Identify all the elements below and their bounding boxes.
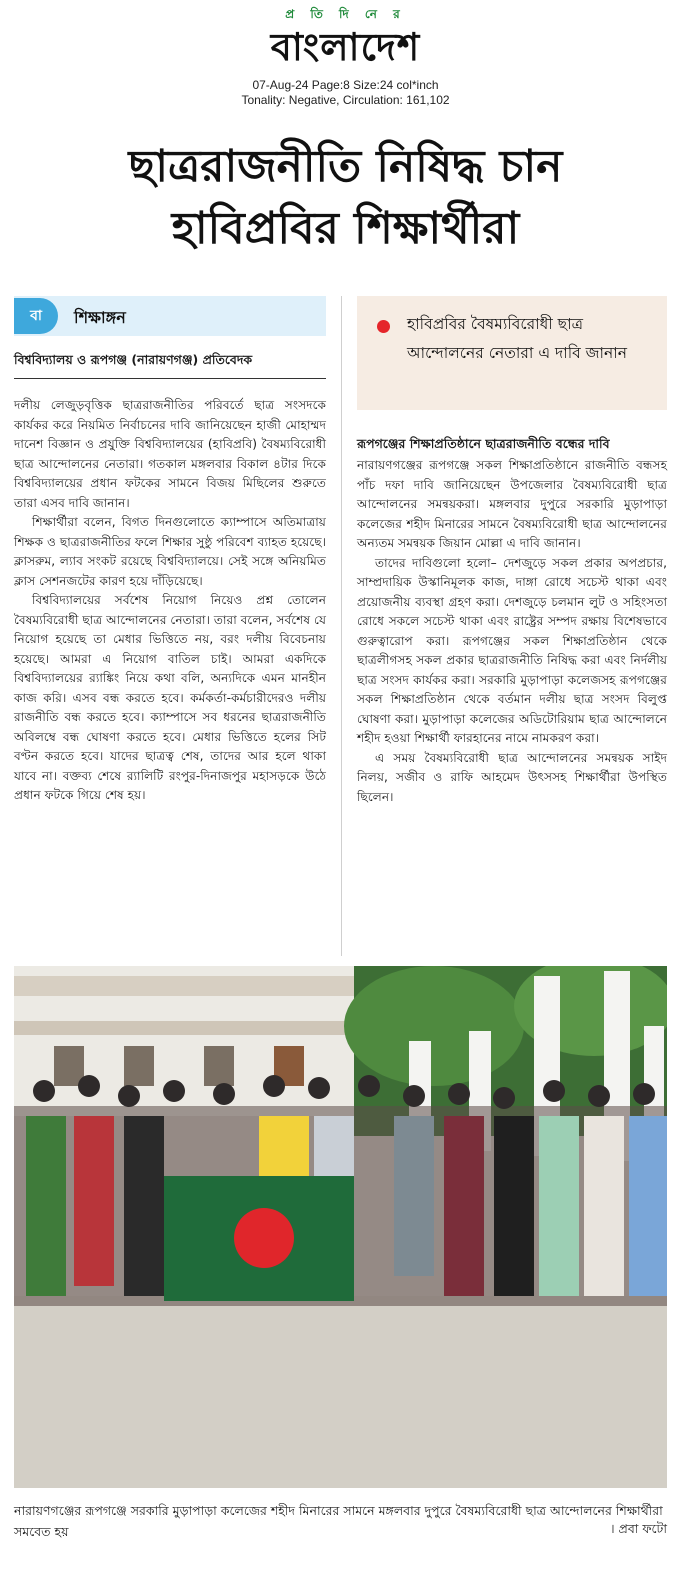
highlight-box bbox=[357, 296, 667, 410]
section-badge-icon: বা bbox=[14, 298, 58, 334]
right-paragraph-1: নারায়ণগঞ্জের রূপগঞ্জে সকল শিক্ষাপ্রতিষ্ঠানে রাজনীতি বন্ধসহ পাঁচ দফা দাবি জানিয়েছেন উপজেলার বৈষম্যবিরোধী ছাত্র আন্দোলনের সমন্বয়করা। মঙ্গলবার দুপুরে সরকারি মুড়াপাড়া কলেজের শহীদ মিনারের সামনে বৈষম্যবিরোধী ছাত্র আন্দোলনের অন্যতম সমন্বয়ক জিয়ান মোল্লা এ দাবি জানান। bbox=[357, 458, 667, 550]
headline-line1: ছাত্ররাজনীতি নিষিদ্ধ চান bbox=[128, 141, 563, 192]
masthead bbox=[0, 0, 691, 112]
photo-credit: । প্রবা ফটো bbox=[610, 1521, 667, 1536]
clipping-meta bbox=[0, 78, 691, 108]
news-photo bbox=[14, 966, 667, 1488]
bullet-dot-icon bbox=[377, 320, 390, 333]
right-paragraph-3: এ সময় বৈষম্যবিরোধী ছাত্র আন্দোলনের সমন্বয়ক সাইদ নিলয়, সজীব ও রাফি আহমেদ উৎসসহ শিক্ষার্থীরা উপস্থিত ছিলেন। bbox=[357, 750, 667, 804]
highlight-text: হাবিপ্রবির বৈষম্যবিরোধী ছাত্র আন্দোলনের নেতারা এ দাবি জানান bbox=[407, 315, 628, 362]
clipping-meta-line2: Tonality: Negative, Circulation: 161,102 bbox=[241, 93, 450, 107]
right-paragraph-2: তাদের দাবিগুলো হলো– দেশজুড়ে সকল প্রকার অপপ্রচার, সাম্প্রদায়িক উস্কানিমূলক কাজ, দাঙ্গা রোধে সচেস্ট থাকা এবং প্রয়োজনীয় ব্যবস্থা গ্রহণ করা। দেশজুড়ে চলমান লুট ও সহিংসতা রোধে সকলে সচেস্ট থাকা এবং রাষ্ট্রের সম্পদ রক্ষায় বিশেষভাবে গুরুত্বারোপ করা। রূপগঞ্জের সকল শিক্ষাপ্রতিষ্ঠান থেকে ছাত্রলীগসহ সকল প্রকার ছাত্ররাজনীতি নিষিদ্ধ করা এবং নির্দলীয় ছাত্র সংসদ কার্যকর করা। সরকারি মুড়াপাড়া কলেজসহ রূপগঞ্জের সকল শিক্ষাপ্রতিষ্ঠান থেকে বর্তমান দলীয় ছাত্র সংসদ বিলুপ্ত ঘোষণা করা। মুড়াপাড়া কলেজের অডিটোরিয়াম ছাত্র আন্দোলনে শহীদ হওয়া শিক্ষার্থী ফারহানের নামে নামকরণ করা। bbox=[357, 555, 667, 745]
section-tag bbox=[14, 296, 326, 336]
group-photo-illustration bbox=[14, 966, 667, 1488]
left-paragraph-1: দলীয় লেজুড়বৃত্তিক ছাত্ররাজনীতির পরিবর্তে ছাত্র সংসদকে কার্যকর করে নিয়মিত নির্বাচনের দাবি জানিয়েছেন হাজী মোহাম্মদ দানেশ বিজ্ঞান ও প্রযুক্তি বিশ্ববিদ্যালয়ের (হাবিপ্রবি) বৈষম্যবিরোধী ছাত্র আন্দোলনের নেতারা। গতকাল মঙ্গলবার বিকাল ৪টার দিকে বিশ্ববিদ্যালয়ের প্রধান ফটকের সামনে বিজয় মিছিলের শুরুতে তারা এসব দাবি জানান। bbox=[14, 398, 326, 510]
right-column bbox=[357, 456, 667, 807]
clipping-meta-line1: 07-Aug-24 Page:8 Size:24 col*inch bbox=[252, 78, 439, 92]
section-label: শিক্ষাঙ্গন bbox=[74, 308, 126, 327]
photo-caption: নারায়ণগঞ্জের রূপগঞ্জে সরকারি মুড়াপাড়া কলেজের শহীদ মিনারের সামনে মঙ্গলবার দুপুরে বৈষম্যবিরোধী ছাত্র আন্দোলনের শিক্ষার্থীরা সমবেত হয় bbox=[14, 1503, 663, 1539]
left-column bbox=[14, 396, 326, 806]
left-paragraph-3: বিশ্ববিদ্যালয়ের সর্বশেষ নিয়োগ নিয়েও প্রশ্ন তোলেন বৈষম্যবিরোধী ছাত্র আন্দোলনের নেতারা। তারা বলেন, সর্বশেষ যে নিয়োগ হয়েছে তা মেধার ভিত্তিতে নয়, বরং দলীয় বিবেচনায় হয়েছে। আমরা এ নিয়োগ বাতিল চাই। আমরা একদিকে বিশ্ববিদ্যালয়ের র‌্যাঙ্কিং নিয়ে কথা বলি, অন্যদিকে এমন মানহীন কাজ করি। এসব বন্ধ করতে হবে। কর্মকর্তা-কর্মচারীদেরও দলীয় রাজনীতি বন্ধ করতে হবে। ক্যাম্পাসে সব ধরনের ছাত্ররাজনীতি অবিলম্বে বন্ধ ঘোষণা করতে হবে। মেধার ভিত্তিতে হলের সিট বণ্টন করতে হবে। যাদের ছাত্রত্ব শেষ, তাদের আর হলে থাকা যাবে না। বক্তব্য শেষে র‌্যালিটি রংপুর-দিনাজপুর মহাসড়কে উঠে প্রধান ফটকে গিয়ে শেষ হয়। bbox=[14, 593, 326, 802]
headline-line2: হাবিপ্রবির শিক্ষার্থীরা bbox=[171, 203, 520, 254]
newspaper-logo: বাংলাদেশ bbox=[270, 25, 421, 69]
byline: বিশ্ববিদ্যালয় ও রূপগঞ্জ (নারায়ণগঞ্জ) প্রতিবেদক bbox=[14, 352, 326, 379]
left-paragraph-2: শিক্ষার্থীরা বলেন, বিগত দিনগুলোতে ক্যাম্পাসে অতিমাত্রায় শিক্ষক ও ছাত্ররাজনীতির ফলে শিক্ষার সুষ্ঠু পরিবেশ ব্যাহত হয়েছে। ক্লাসরুম, ল্যাব সংকট রয়েছে বিশ্ববিদ্যালয়ে। সেই সঙ্গে অনিয়মিত ক্লাস সেশনজটের কারণ হয়ে দাঁড়িয়েছে। bbox=[14, 515, 326, 588]
masthead-prefix: প্র তি দি নে র bbox=[285, 7, 406, 21]
column-divider bbox=[341, 296, 342, 956]
article-headline bbox=[20, 136, 671, 260]
right-subheading: রূপগঞ্জের শিক্ষাপ্রতিষ্ঠানে ছাত্ররাজনীতি বন্ধের দাবি bbox=[357, 436, 610, 451]
